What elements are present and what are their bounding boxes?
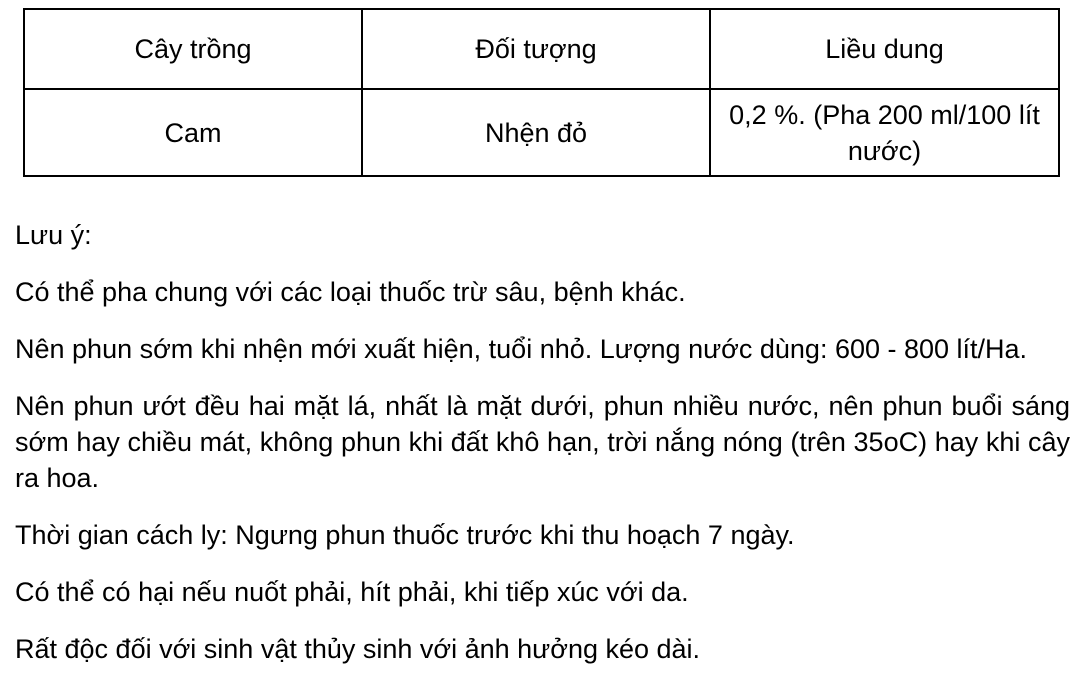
note-paragraph-aquatic-toxicity: Rất độc đối với sinh vật thủy sinh với ảnh hưởng kéo dài. — [15, 634, 701, 664]
notes-section — [15, 217, 1070, 667]
note-paragraph-spray-method: Nên phun ướt đều hai mặt lá, nhất là mặt dưới, phun nhiều nước, nên phun buổi sáng sớm hay chiều mát, không phun khi đất khô hạn, trời nắng nóng (trên 35oC) hay khi cây ra hoa. — [15, 391, 1070, 493]
table-header-crop: Cây trồng — [24, 9, 362, 89]
table-cell-dosage: 0,2 %. (Pha 200 ml/100 lít nước) — [710, 89, 1059, 176]
note-paragraph-isolation-time: Thời gian cách ly: Ngưng phun thuốc trước khi thu hoạch 7 ngày. — [15, 520, 795, 550]
pesticide-dosage-table — [23, 8, 1060, 177]
table-cell-crop: Cam — [24, 89, 362, 176]
table-header-row — [24, 9, 1059, 89]
table-header-dosage: Liều dung — [710, 9, 1059, 89]
note-paragraph-health-hazard: Có thể có hại nếu nuốt phải, hít phải, khi tiếp xúc với da. — [15, 577, 689, 607]
table-cell-target-pest: Nhện đỏ — [362, 89, 710, 176]
notes-title: Lưu ý: — [15, 220, 92, 250]
note-paragraph-early-spray: Nên phun sớm khi nhện mới xuất hiện, tuổi nhỏ. Lượng nước dùng: 600 - 800 lít/Ha. — [15, 334, 1028, 364]
table-header-target-pest: Đối tượng — [362, 9, 710, 89]
table-row — [24, 89, 1059, 176]
note-paragraph-mixing: Có thể pha chung với các loại thuốc trừ sâu, bệnh khác. — [15, 277, 686, 307]
